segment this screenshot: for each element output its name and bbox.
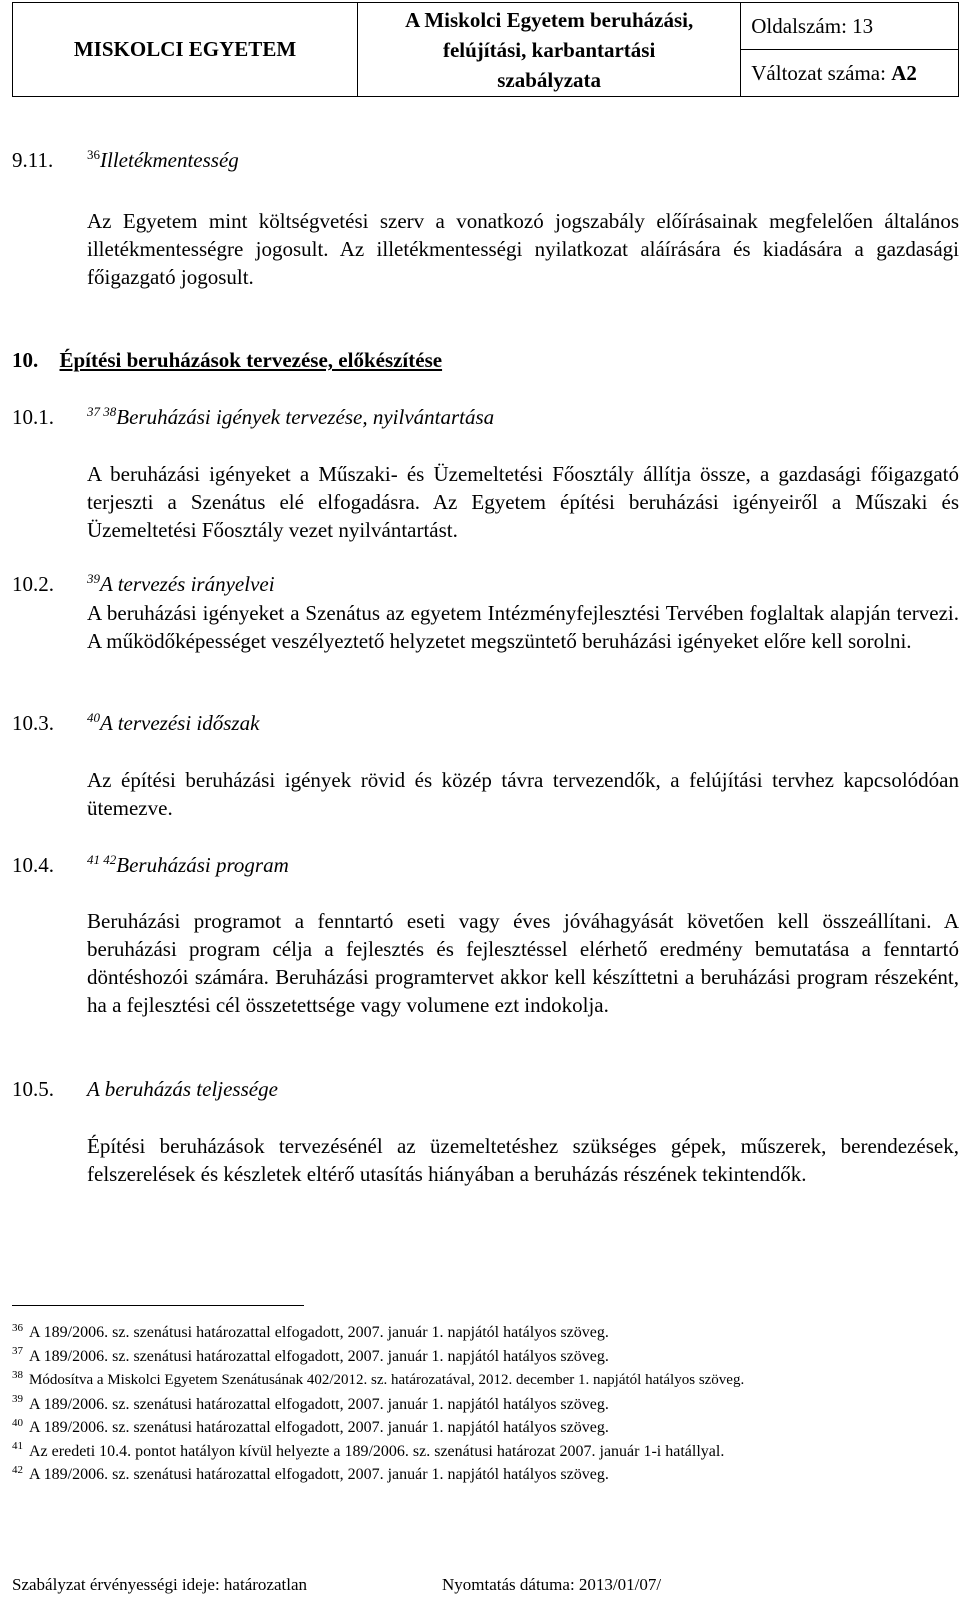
footnote-text: A 189/2006. sz. szenátusi határozattal elfogadott, 2007. január 1. napjától hatályos szöveg. bbox=[29, 1466, 609, 1483]
section-text-10-3: Az építési beruházási igények rövid és közép távra tervezendők, a felújítási tervhez kapcsolódóan ütemezve. bbox=[87, 768, 959, 820]
document-header bbox=[12, 2, 959, 97]
footnote-ref: 37 38 bbox=[87, 404, 117, 419]
section-title-10-5: A beruházás teljessége bbox=[87, 1077, 278, 1101]
title-line-2: felújítási, karbantartási bbox=[442, 37, 656, 62]
section-number-9-11: 9.11. bbox=[12, 148, 54, 172]
footnote-text: A 189/2006. sz. szenátusi határozattal elfogadott, 2007. január 1. napjától hatályos szöveg. bbox=[29, 1419, 609, 1436]
section-number-10-3: 10.3. bbox=[12, 711, 54, 735]
section-title-9-11: $^{36}$Illetékmentesség bbox=[87, 147, 239, 172]
footnote-number: 39 bbox=[12, 1393, 23, 1406]
footnote-text: Az eredeti 10.4. pontot hatályon kívül helyezte a 189/2006. sz. szenátusi határozat 2007. január 1-i hatállyal. bbox=[29, 1442, 725, 1460]
version-label: Változat száma: bbox=[751, 60, 886, 85]
page-number: Oldalszám: 13 bbox=[741, 3, 959, 50]
footnote-separator bbox=[12, 1305, 304, 1306]
footnote-38 bbox=[12, 1368, 959, 1393]
footnote-ref: 39 bbox=[87, 571, 100, 586]
footnote-number: 37 bbox=[12, 1345, 23, 1358]
section-text-10-2: A beruházási igényeket a Szenátus az egyetem Intézményfejlesztési Tervében foglaltak alapján tervezi. A működőképességet veszélyeztető helyzetet megszüntető beruházási igényeket előre kell sorolni. bbox=[87, 601, 959, 653]
section-number-10-2: 10.2. bbox=[12, 572, 54, 596]
print-date: Nyomtatás dátuma: 2013/01/07/ bbox=[442, 1575, 662, 1594]
section-title-10-1: $^{37 38}$Beruházási igények tervezése, nyilvántartása bbox=[87, 404, 495, 429]
org-name: MISKOLCI EGYETEM bbox=[13, 3, 358, 97]
chapter-title: Építési beruházások tervezése, előkészítése bbox=[59, 348, 443, 372]
footnote-number: 41 bbox=[12, 1440, 23, 1453]
footnote-text: A 189/2006. sz. szenátusi határozattal elfogadott, 2007. január 1. napjától hatályos szöveg. bbox=[29, 1347, 609, 1365]
section-title-10-4: $^{41 42}$Beruházási program bbox=[87, 852, 289, 877]
section-text-10-1: A beruházási igényeket a Műszaki- és Üzemeltetési Főosztály állítja össze, a gazdasági főigazgató terjeszti a Szenátus elé elfogadásra. Az Egyetem építési beruházási igényeiről a Műszaki és Üzemeltetési Főosztály vezet nyilvántartást. bbox=[87, 462, 959, 542]
footnote-ref: 41 42 bbox=[87, 852, 117, 867]
chapter-heading-10 bbox=[12, 348, 442, 373]
footnote-40 bbox=[12, 1416, 959, 1440]
footnote-41 bbox=[12, 1440, 959, 1464]
title-line-3: szabályzata bbox=[497, 67, 602, 92]
section-text-10-5: Építési beruházások tervezésénél az üzemeltetéshez szükséges gépek, műszerek, berendezések, felszerelések és készletek eltérő utasítás hiányában a beruházás részének tekintendők. bbox=[87, 1134, 959, 1186]
footnote-ref: 40 bbox=[87, 710, 100, 725]
footnote-36 bbox=[12, 1321, 959, 1345]
version-value: A2 bbox=[891, 60, 917, 85]
footnotes bbox=[12, 1321, 959, 1487]
validity-text: Szabályzat érvényességi ideje: határozatlan bbox=[12, 1575, 307, 1594]
footnote-ref: 36 bbox=[87, 147, 100, 162]
section-title-10-3: $^{40}$A tervezési időszak bbox=[87, 710, 260, 735]
section-title-10-2: $^{39}$A tervezés irányelvei bbox=[87, 571, 275, 596]
section-number-10-4: 10.4. bbox=[12, 853, 54, 877]
document-title bbox=[358, 3, 741, 97]
footnote-42 bbox=[12, 1463, 959, 1487]
footnote-number: 40 bbox=[12, 1416, 23, 1429]
footnote-number: 38 bbox=[12, 1368, 23, 1381]
version-cell bbox=[741, 50, 959, 97]
footnote-text: A 189/2006. sz. szenátusi határozattal elfogadott, 2007. január 1. napjától hatályos szöveg. bbox=[29, 1395, 609, 1413]
footnote-text: A 189/2006. sz. szenátusi határozattal elfogadott, 2007. január 1. napjától hatályos szöveg. bbox=[29, 1324, 609, 1341]
section-number-10-5: 10.5. bbox=[12, 1077, 54, 1101]
section-text-9-11: Az Egyetem mint költségvetési szerv a vonatkozó jogszabály előírásainak megfelelően általános illetékmentességre jogosult. Az illetékmentességi nyilatkozat aláírására és kiadására a gazdasági főigazgató jogosult. bbox=[87, 209, 959, 289]
footnote-text: Módosítva a Miskolci Egyetem Szenátusának 402/2012. sz. határozatával, 2012. december 1. napjától hatályos szöveg. bbox=[29, 1372, 745, 1388]
footnote-number: 36 bbox=[12, 1321, 23, 1334]
footnote-39 bbox=[12, 1393, 959, 1417]
footnote-37 bbox=[12, 1345, 959, 1369]
section-text-10-4: Beruházási programot a fenntartó eseti vagy éves jóváhagyását követően kell összeállítani. A beruházási program célja a fejlesztés és fejlesztéssel elérhető eredmény bemutatása a fenntartó döntéshozói számára. Beruházási programtervet akkor kell készíttetni a beruházási program részeként, ha a fejlesztési cél összetettsége vagy volumene ezt indokolja. bbox=[87, 909, 959, 1017]
footnote-number: 42 bbox=[12, 1463, 23, 1476]
title-line-1: A Miskolci Egyetem beruházási, bbox=[405, 7, 694, 32]
section-number-10-1: 10.1. bbox=[12, 405, 54, 429]
chapter-number: 10. bbox=[12, 348, 39, 372]
